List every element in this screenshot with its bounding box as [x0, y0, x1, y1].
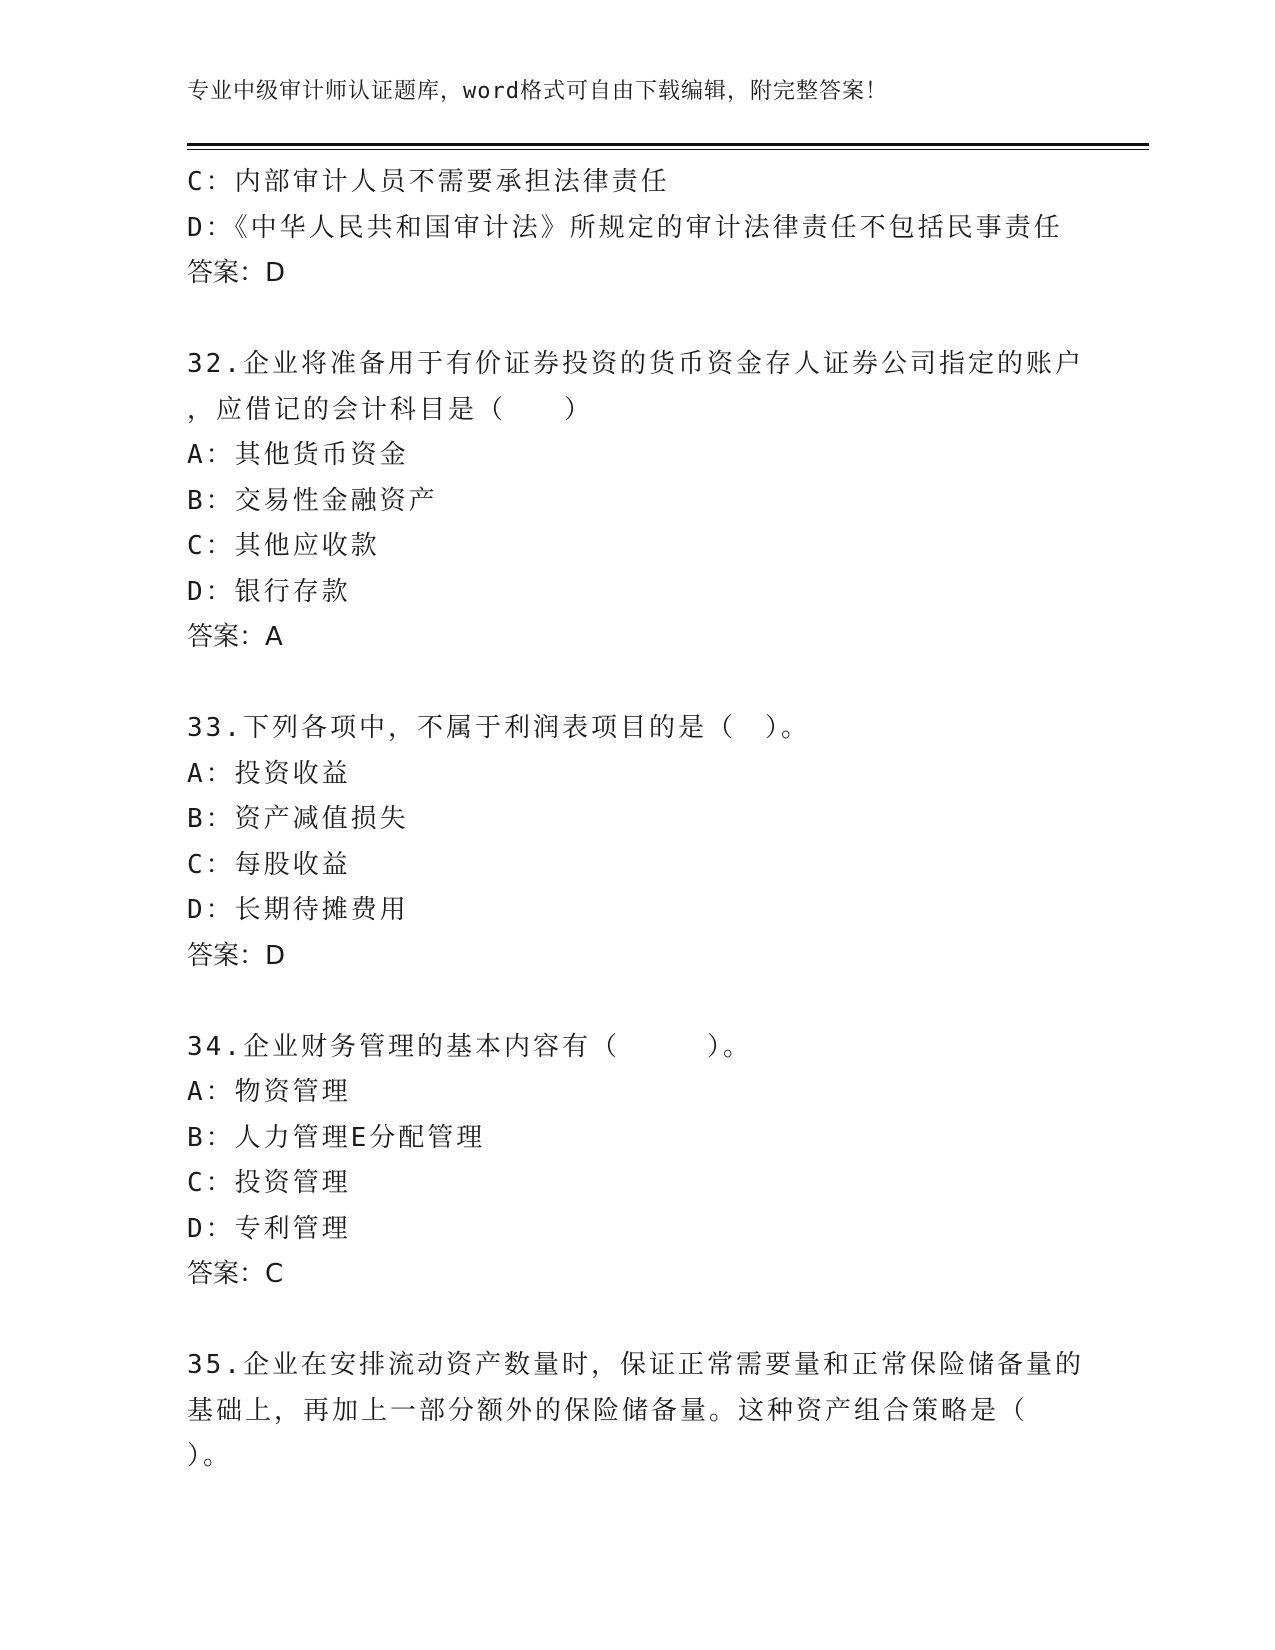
question-34-text: 34.企业财务管理的基本内容有（ ）。 [187, 1031, 752, 1062]
option-b: B：交易性金融资产 [187, 485, 438, 516]
question-32-text-cont: ，应借记的会计科目是（ ） [187, 394, 594, 425]
question-33-text: 33.下列各项中，不属于利润表项目的是（ ）。 [187, 713, 810, 743]
option-c: C：内部审计人员不需要承担法律责任 [187, 167, 670, 197]
spacer [187, 1298, 1087, 1344]
option-a: A：其他货币资金 [187, 440, 409, 470]
option-b: B：人力管理E分配管理 [187, 1122, 486, 1153]
spacer [187, 297, 1087, 343]
question-35-text-end: ）。 [187, 1441, 233, 1471]
answer-line: 答案：A [187, 622, 283, 652]
option-c: C：其他应收款 [187, 531, 380, 561]
question-content [187, 160, 1087, 1480]
header-divider-thick [187, 143, 1149, 146]
answer-line: 答案：D [187, 258, 286, 288]
option-d: D：银行存款 [187, 576, 351, 607]
page-header: 专业中级审计师认证题库，word格式可自由下载编辑，附完整答案！ [187, 79, 888, 104]
option-c: C：投资管理 [187, 1168, 351, 1198]
option-c: C：每股收益 [187, 849, 351, 880]
question-35-text-cont: 基础上，再加上一部分额外的保险储备量。这种资产组合策略是（ [187, 1395, 1029, 1426]
option-d: D：专利管理 [187, 1213, 351, 1244]
answer-line: 答案：D [187, 940, 286, 971]
spacer [187, 661, 1087, 707]
answer-line: 答案：C [187, 1259, 284, 1289]
option-d: D：《中华人民共和国审计法》所规定的审计法律责任不包括民事责任 [187, 212, 1063, 243]
option-a: A：投资收益 [187, 758, 351, 789]
question-32-text: 32.企业将准备用于有价证券投资的货币资金存人证券公司指定的账户 [187, 349, 1084, 379]
spacer [187, 979, 1087, 1025]
option-b: B：资产减值损失 [187, 804, 409, 834]
header-divider-thin [187, 149, 1149, 150]
option-a: A：物资管理 [187, 1077, 351, 1107]
option-d: D：长期待摊费用 [187, 895, 409, 925]
question-35-text: 35.企业在安排流动资产数量时，保证正常需要量和正常保险储备量的 [187, 1350, 1084, 1380]
